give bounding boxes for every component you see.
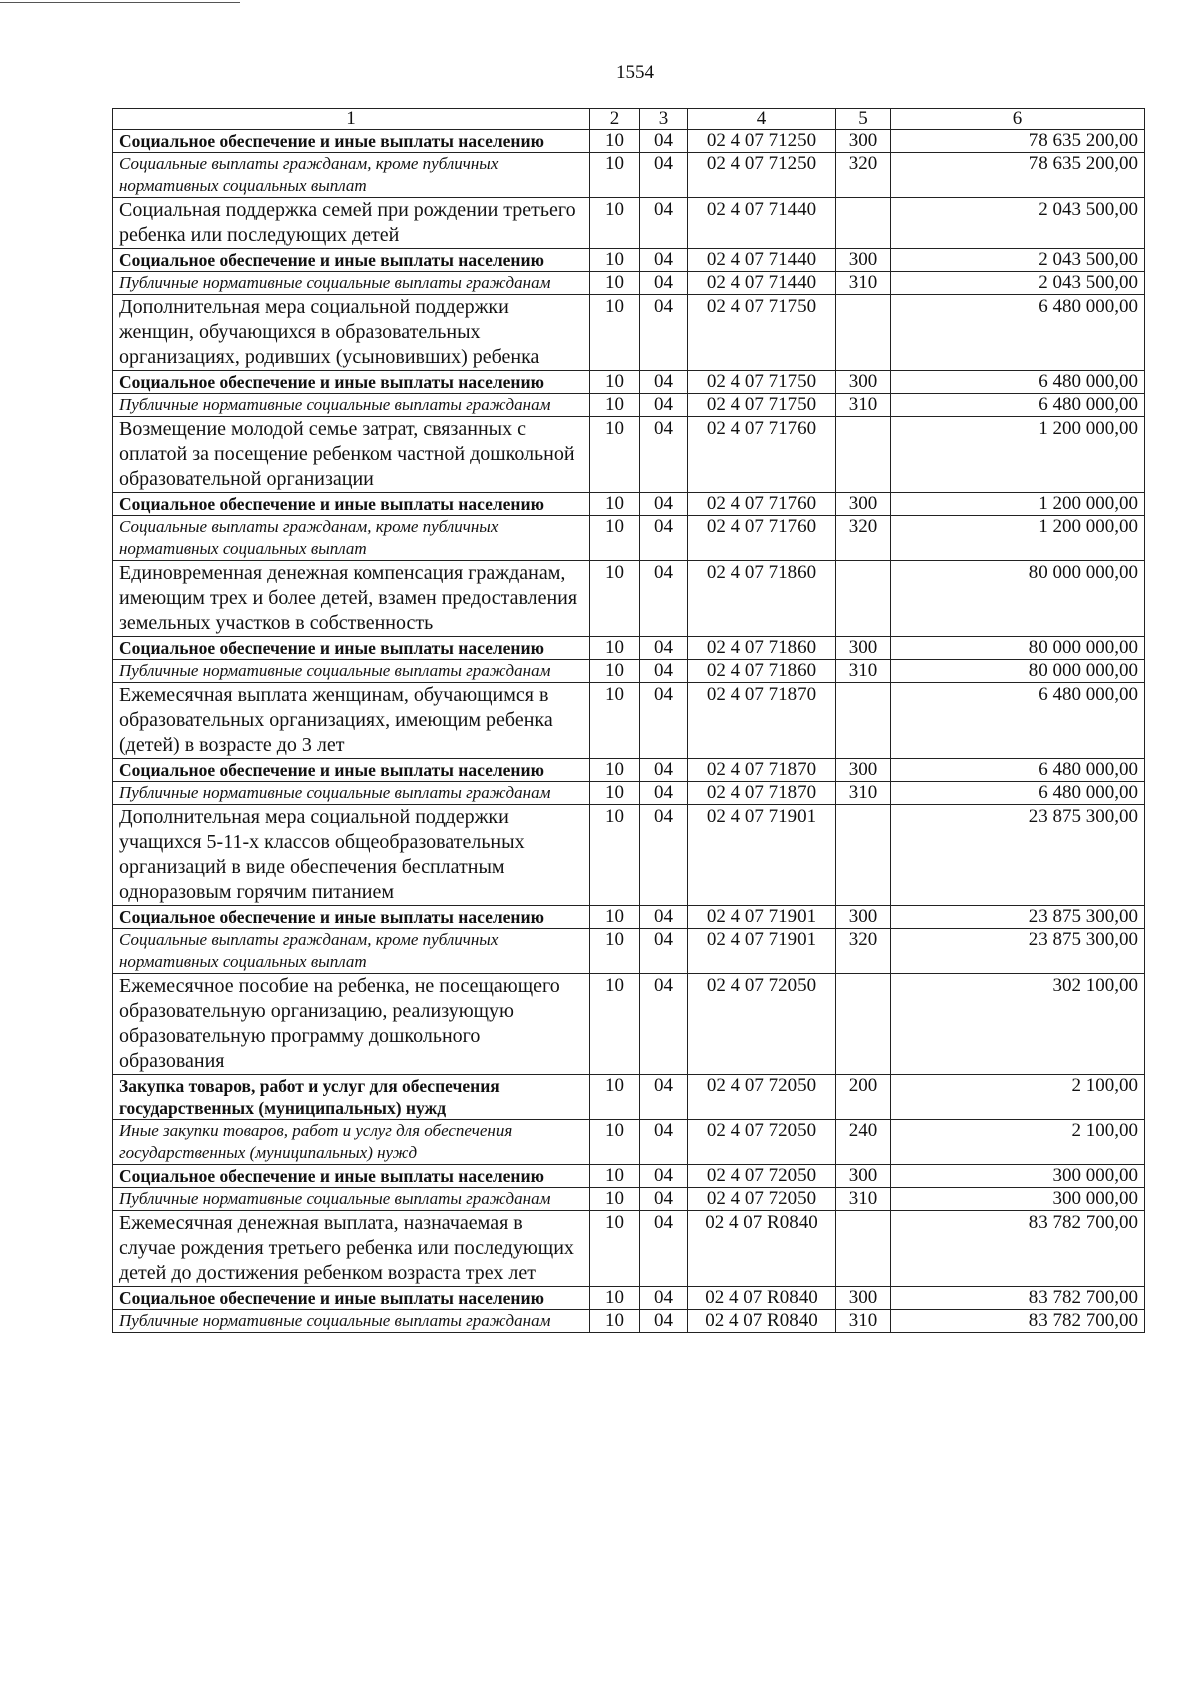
row-section-cell: 10 <box>590 759 640 782</box>
row-target-code-cell: 02 4 07 71860 <box>688 637 836 660</box>
row-expense-type-cell <box>836 683 891 759</box>
row-amount-cell: 6 480 000,00 <box>891 394 1145 417</box>
table-row <box>113 1075 1145 1120</box>
row-expense-type-cell: 300 <box>836 637 891 660</box>
row-name-cell: Социальные выплаты гражданам, кроме публичных нормативных социальных выплат <box>113 516 590 561</box>
row-target-code-cell: 02 4 07 71440 <box>688 198 836 249</box>
row-name-cell: Социальное обеспечение и иные выплаты населению <box>113 759 590 782</box>
row-expense-type-cell: 300 <box>836 906 891 929</box>
row-amount-cell: 1 200 000,00 <box>891 516 1145 561</box>
row-name-cell: Публичные нормативные социальные выплаты гражданам <box>113 782 590 805</box>
row-target-code-cell: 02 4 07 72050 <box>688 1075 836 1120</box>
row-subsection-cell: 04 <box>640 249 688 272</box>
row-name-cell: Ежемесячное пособие на ребенка, не посещающего образовательную организацию, реализующую образовательную программу дошкольного образования <box>113 974 590 1075</box>
row-section-cell: 10 <box>590 1188 640 1211</box>
header-col-6: 6 <box>891 109 1145 130</box>
row-name-cell: Социальное обеспечение и иные выплаты населению <box>113 1165 590 1188</box>
row-section-cell: 10 <box>590 1165 640 1188</box>
row-subsection-cell: 04 <box>640 516 688 561</box>
row-subsection-cell: 04 <box>640 417 688 493</box>
row-amount-cell: 23 875 300,00 <box>891 906 1145 929</box>
row-section-cell: 10 <box>590 295 640 371</box>
row-amount-cell: 302 100,00 <box>891 974 1145 1075</box>
row-subsection-cell: 04 <box>640 782 688 805</box>
table-row <box>113 561 1145 637</box>
table-row <box>113 782 1145 805</box>
row-target-code-cell: 02 4 07 72050 <box>688 1165 836 1188</box>
row-expense-type-cell: 300 <box>836 130 891 153</box>
row-subsection-cell: 04 <box>640 1287 688 1310</box>
table-row <box>113 929 1145 974</box>
row-name-cell: Публичные нормативные социальные выплаты гражданам <box>113 1310 590 1333</box>
row-amount-cell: 78 635 200,00 <box>891 130 1145 153</box>
row-expense-type-cell <box>836 417 891 493</box>
row-name-cell: Социальное обеспечение и иные выплаты населению <box>113 1287 590 1310</box>
row-expense-type-cell <box>836 974 891 1075</box>
row-expense-type-cell <box>836 805 891 906</box>
table-row <box>113 516 1145 561</box>
row-amount-cell: 2 043 500,00 <box>891 198 1145 249</box>
row-name-cell: Ежемесячная выплата женщинам, обучающимся в образовательных организациях, имеющим ребенка (детей) в возрасте до 3 лет <box>113 683 590 759</box>
table-row <box>113 683 1145 759</box>
row-target-code-cell: 02 4 07 71901 <box>688 805 836 906</box>
row-section-cell: 10 <box>590 394 640 417</box>
row-expense-type-cell <box>836 1211 891 1287</box>
row-name-cell: Единовременная денежная компенсация гражданам, имеющим трех и более детей, взамен предоставления земельных участков в собственность <box>113 561 590 637</box>
row-section-cell: 10 <box>590 805 640 906</box>
row-amount-cell: 80 000 000,00 <box>891 561 1145 637</box>
row-name-cell: Публичные нормативные социальные выплаты гражданам <box>113 1188 590 1211</box>
row-subsection-cell: 04 <box>640 561 688 637</box>
row-expense-type-cell: 320 <box>836 516 891 561</box>
row-amount-cell: 1 200 000,00 <box>891 417 1145 493</box>
row-amount-cell: 2 100,00 <box>891 1075 1145 1120</box>
row-expense-type-cell <box>836 561 891 637</box>
budget-table <box>112 108 1145 1333</box>
row-expense-type-cell: 300 <box>836 759 891 782</box>
row-expense-type-cell: 300 <box>836 493 891 516</box>
row-name-cell: Публичные нормативные социальные выплаты гражданам <box>113 272 590 295</box>
header-col-4: 4 <box>688 109 836 130</box>
row-target-code-cell: 02 4 07 71440 <box>688 272 836 295</box>
table-row <box>113 371 1145 394</box>
row-subsection-cell: 04 <box>640 153 688 198</box>
row-target-code-cell: 02 4 07 71760 <box>688 493 836 516</box>
row-expense-type-cell: 310 <box>836 394 891 417</box>
table-row <box>113 1165 1145 1188</box>
row-expense-type-cell: 300 <box>836 1165 891 1188</box>
table-row <box>113 1310 1145 1333</box>
row-target-code-cell: 02 4 07 71760 <box>688 516 836 561</box>
row-section-cell: 10 <box>590 637 640 660</box>
table-row <box>113 493 1145 516</box>
row-target-code-cell: 02 4 07 71750 <box>688 394 836 417</box>
row-section-cell: 10 <box>590 130 640 153</box>
row-name-cell: Публичные нормативные социальные выплаты гражданам <box>113 394 590 417</box>
row-section-cell: 10 <box>590 660 640 683</box>
row-amount-cell: 300 000,00 <box>891 1165 1145 1188</box>
table-row <box>113 394 1145 417</box>
row-section-cell: 10 <box>590 561 640 637</box>
row-subsection-cell: 04 <box>640 394 688 417</box>
row-subsection-cell: 04 <box>640 1188 688 1211</box>
row-target-code-cell: 02 4 07 71440 <box>688 249 836 272</box>
row-expense-type-cell: 300 <box>836 371 891 394</box>
row-amount-cell: 80 000 000,00 <box>891 637 1145 660</box>
row-subsection-cell: 04 <box>640 371 688 394</box>
row-section-cell: 10 <box>590 516 640 561</box>
row-section-cell: 10 <box>590 1211 640 1287</box>
row-section-cell: 10 <box>590 1120 640 1165</box>
table-row <box>113 637 1145 660</box>
row-target-code-cell: 02 4 07 71901 <box>688 906 836 929</box>
table-row <box>113 1287 1145 1310</box>
row-name-cell: Социальное обеспечение и иные выплаты населению <box>113 130 590 153</box>
row-target-code-cell: 02 4 07 71750 <box>688 371 836 394</box>
row-expense-type-cell: 240 <box>836 1120 891 1165</box>
row-name-cell: Социальное обеспечение и иные выплаты населению <box>113 371 590 394</box>
table-row <box>113 759 1145 782</box>
row-name-cell: Социальное обеспечение и иные выплаты населению <box>113 493 590 516</box>
row-section-cell: 10 <box>590 1287 640 1310</box>
row-subsection-cell: 04 <box>640 759 688 782</box>
row-target-code-cell: 02 4 07 71870 <box>688 683 836 759</box>
row-name-cell: Публичные нормативные социальные выплаты гражданам <box>113 660 590 683</box>
row-name-cell: Социальные выплаты гражданам, кроме публичных нормативных социальных выплат <box>113 153 590 198</box>
header-col-3: 3 <box>640 109 688 130</box>
row-subsection-cell: 04 <box>640 906 688 929</box>
row-subsection-cell: 04 <box>640 974 688 1075</box>
row-section-cell: 10 <box>590 493 640 516</box>
row-section-cell: 10 <box>590 906 640 929</box>
row-amount-cell: 83 782 700,00 <box>891 1287 1145 1310</box>
row-section-cell: 10 <box>590 974 640 1075</box>
table-row <box>113 1120 1145 1165</box>
row-name-cell: Иные закупки товаров, работ и услуг для обеспечения государственных (муниципальных) нужд <box>113 1120 590 1165</box>
row-target-code-cell: 02 4 07 71760 <box>688 417 836 493</box>
row-expense-type-cell <box>836 295 891 371</box>
row-target-code-cell: 02 4 07 71870 <box>688 782 836 805</box>
row-target-code-cell: 02 4 07 71250 <box>688 130 836 153</box>
row-target-code-cell: 02 4 07 72050 <box>688 1188 836 1211</box>
table-body <box>113 130 1145 1333</box>
row-section-cell: 10 <box>590 249 640 272</box>
row-name-cell: Социальные выплаты гражданам, кроме публичных нормативных социальных выплат <box>113 929 590 974</box>
row-section-cell: 10 <box>590 153 640 198</box>
row-amount-cell: 83 782 700,00 <box>891 1211 1145 1287</box>
row-target-code-cell: 02 4 07 72050 <box>688 1120 836 1165</box>
row-subsection-cell: 04 <box>640 929 688 974</box>
row-expense-type-cell <box>836 198 891 249</box>
row-name-cell: Возмещение молодой семье затрат, связанных с оплатой за посещение ребенком частной дошкольной образовательной организации <box>113 417 590 493</box>
page-number: 1554 <box>616 62 654 83</box>
row-amount-cell: 6 480 000,00 <box>891 683 1145 759</box>
table-row <box>113 974 1145 1075</box>
row-expense-type-cell: 310 <box>836 272 891 295</box>
row-expense-type-cell: 320 <box>836 929 891 974</box>
row-expense-type-cell: 310 <box>836 1188 891 1211</box>
row-amount-cell: 78 635 200,00 <box>891 153 1145 198</box>
row-amount-cell: 6 480 000,00 <box>891 759 1145 782</box>
table-header-row <box>113 109 1145 130</box>
header-col-2: 2 <box>590 109 640 130</box>
row-subsection-cell: 04 <box>640 1310 688 1333</box>
table-row <box>113 417 1145 493</box>
header-col-1: 1 <box>113 109 590 130</box>
row-name-cell: Дополнительная мера социальной поддержки женщин, обучающихся в образовательных организациях, родивших (усыновивших) ребенка <box>113 295 590 371</box>
row-expense-type-cell: 310 <box>836 1310 891 1333</box>
row-target-code-cell: 02 4 07 71250 <box>688 153 836 198</box>
row-subsection-cell: 04 <box>640 295 688 371</box>
row-name-cell: Социальная поддержка семей при рождении третьего ребенка или последующих детей <box>113 198 590 249</box>
row-subsection-cell: 04 <box>640 660 688 683</box>
header-col-5: 5 <box>836 109 891 130</box>
table-row <box>113 130 1145 153</box>
table-row <box>113 272 1145 295</box>
table-row <box>113 906 1145 929</box>
row-amount-cell: 1 200 000,00 <box>891 493 1145 516</box>
row-amount-cell: 80 000 000,00 <box>891 660 1145 683</box>
row-section-cell: 10 <box>590 683 640 759</box>
row-target-code-cell: 02 4 07 71870 <box>688 759 836 782</box>
row-section-cell: 10 <box>590 1310 640 1333</box>
row-subsection-cell: 04 <box>640 805 688 906</box>
row-target-code-cell: 02 4 07 R0840 <box>688 1287 836 1310</box>
row-expense-type-cell: 320 <box>836 153 891 198</box>
row-amount-cell: 83 782 700,00 <box>891 1310 1145 1333</box>
row-amount-cell: 6 480 000,00 <box>891 782 1145 805</box>
row-subsection-cell: 04 <box>640 130 688 153</box>
row-amount-cell: 23 875 300,00 <box>891 805 1145 906</box>
row-name-cell: Социальное обеспечение и иные выплаты населению <box>113 906 590 929</box>
row-amount-cell: 23 875 300,00 <box>891 929 1145 974</box>
row-section-cell: 10 <box>590 782 640 805</box>
row-amount-cell: 300 000,00 <box>891 1188 1145 1211</box>
row-name-cell: Дополнительная мера социальной поддержки учащихся 5-11-х классов общеобразовательных организаций в виде обеспечения бесплатным одноразовым горячим питанием <box>113 805 590 906</box>
row-expense-type-cell: 300 <box>836 249 891 272</box>
row-target-code-cell: 02 4 07 R0840 <box>688 1310 836 1333</box>
table-row <box>113 295 1145 371</box>
row-subsection-cell: 04 <box>640 637 688 660</box>
row-expense-type-cell: 300 <box>836 1287 891 1310</box>
row-target-code-cell: 02 4 07 71901 <box>688 929 836 974</box>
row-section-cell: 10 <box>590 371 640 394</box>
row-target-code-cell: 02 4 07 71860 <box>688 561 836 637</box>
row-subsection-cell: 04 <box>640 198 688 249</box>
row-section-cell: 10 <box>590 929 640 974</box>
row-name-cell: Социальное обеспечение и иные выплаты населению <box>113 249 590 272</box>
table-row <box>113 198 1145 249</box>
row-expense-type-cell: 200 <box>836 1075 891 1120</box>
row-subsection-cell: 04 <box>640 1075 688 1120</box>
row-section-cell: 10 <box>590 198 640 249</box>
row-section-cell: 10 <box>590 417 640 493</box>
row-amount-cell: 2 100,00 <box>891 1120 1145 1165</box>
row-target-code-cell: 02 4 07 71860 <box>688 660 836 683</box>
row-target-code-cell: 02 4 07 71750 <box>688 295 836 371</box>
row-subsection-cell: 04 <box>640 1120 688 1165</box>
row-expense-type-cell: 310 <box>836 782 891 805</box>
row-subsection-cell: 04 <box>640 493 688 516</box>
row-target-code-cell: 02 4 07 72050 <box>688 974 836 1075</box>
row-name-cell: Ежемесячная денежная выплата, назначаемая в случае рождения третьего ребенка или последующих детей до достижения ребенком возраста трех лет <box>113 1211 590 1287</box>
row-amount-cell: 6 480 000,00 <box>891 295 1145 371</box>
row-amount-cell: 2 043 500,00 <box>891 249 1145 272</box>
row-section-cell: 10 <box>590 1075 640 1120</box>
row-name-cell: Закупка товаров, работ и услуг для обеспечения государственных (муниципальных) нужд <box>113 1075 590 1120</box>
row-expense-type-cell: 310 <box>836 660 891 683</box>
row-amount-cell: 6 480 000,00 <box>891 371 1145 394</box>
table-row <box>113 1211 1145 1287</box>
table-row <box>113 660 1145 683</box>
scan-edge-line <box>0 2 240 3</box>
table-row <box>113 805 1145 906</box>
table-row <box>113 153 1145 198</box>
row-subsection-cell: 04 <box>640 1211 688 1287</box>
table-row <box>113 249 1145 272</box>
table-row <box>113 1188 1145 1211</box>
row-amount-cell: 2 043 500,00 <box>891 272 1145 295</box>
row-subsection-cell: 04 <box>640 272 688 295</box>
row-subsection-cell: 04 <box>640 1165 688 1188</box>
row-subsection-cell: 04 <box>640 683 688 759</box>
row-section-cell: 10 <box>590 272 640 295</box>
row-name-cell: Социальное обеспечение и иные выплаты населению <box>113 637 590 660</box>
row-target-code-cell: 02 4 07 R0840 <box>688 1211 836 1287</box>
